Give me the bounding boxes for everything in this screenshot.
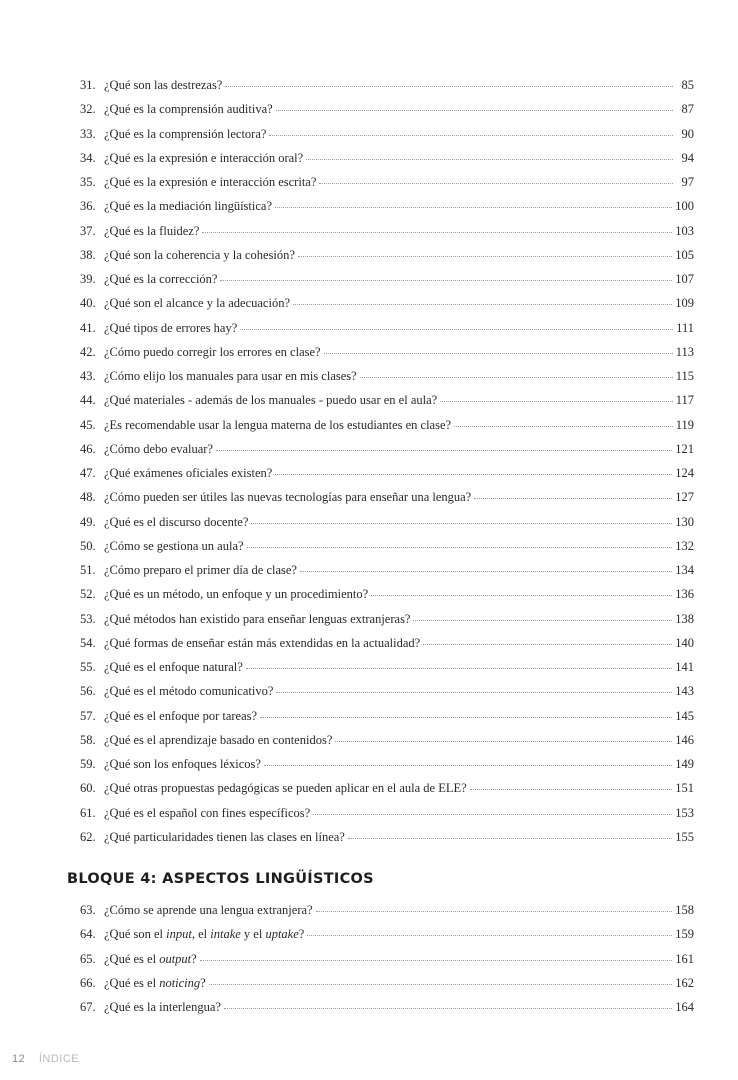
toc-list-part-1 — [80, 73, 694, 849]
entry-title-fragment: ¿Qué es el — [104, 951, 160, 966]
entry-number: 50. — [80, 538, 96, 553]
toc-entry[interactable] — [80, 340, 694, 364]
entry-page-number: 100 — [675, 199, 694, 214]
dot-leader — [216, 449, 672, 451]
entry-title: ¿Qué formas de enseñar están más extendidas en la actualidad? — [104, 635, 421, 650]
toc-entry[interactable] — [80, 971, 694, 995]
entry-number: 41. — [80, 320, 96, 335]
entry-title: ¿Qué son el alcance y la adecuación? — [104, 296, 291, 311]
dot-leader — [307, 934, 672, 936]
entry-number: 36. — [80, 199, 96, 214]
toc-entry[interactable] — [80, 267, 694, 291]
entry-number: 54. — [80, 635, 96, 650]
entry-title: ¿Qué tipos de errores hay? — [104, 320, 238, 335]
entry-number: 61. — [80, 805, 96, 820]
entry-number: 33. — [80, 126, 96, 141]
entry-number: 42. — [80, 344, 96, 359]
entry-title: ¿Qué es la interlengua? — [104, 1000, 221, 1014]
entry-page-number: 117 — [675, 393, 694, 408]
entry-title: ¿Qué son los enfoques léxicos? — [104, 757, 261, 771]
entry-page-number: 85 — [681, 78, 694, 92]
entry-title: ¿Qué particularidades tienen las clases en línea? — [104, 829, 345, 844]
entry-number: 40. — [80, 296, 96, 311]
entry-number: 47. — [80, 466, 96, 480]
toc-entry[interactable] — [80, 776, 694, 800]
entry-number: 35. — [80, 175, 96, 189]
entry-page-number: 113 — [675, 344, 694, 359]
dot-leader — [324, 352, 673, 354]
entry-title: ¿Qué es la expresión e interacción oral? — [104, 150, 304, 165]
entry-title — [104, 947, 197, 971]
entry-page-number: 111 — [676, 320, 694, 335]
dot-leader — [319, 182, 673, 184]
entry-number: 67. — [80, 1000, 96, 1014]
entry-title: ¿Cómo preparo el primer día de clase? — [104, 563, 297, 577]
dot-leader — [360, 376, 673, 378]
toc-entry[interactable] — [80, 122, 694, 146]
entry-title-fragment: ? — [298, 927, 305, 942]
entry-number: 65. — [80, 951, 96, 966]
entry-number: 62. — [80, 829, 96, 844]
dot-leader — [275, 206, 672, 208]
entry-number: 60. — [80, 781, 96, 796]
toc-entry[interactable] — [80, 582, 694, 606]
entry-number: 31. — [80, 78, 96, 92]
entry-number: 56. — [80, 684, 96, 699]
entry-page-number: 87 — [681, 102, 694, 117]
dot-leader — [293, 303, 672, 305]
entry-title: ¿Cómo pueden ser útiles las nuevas tecnologías para enseñar una lengua? — [104, 490, 472, 505]
entry-page-number: 140 — [675, 635, 694, 650]
toc-entry[interactable] — [80, 388, 694, 412]
toc-entry[interactable] — [80, 194, 694, 218]
toc-entry[interactable] — [80, 704, 694, 728]
entry-page-number: 119 — [675, 417, 694, 432]
entry-title-italic-term: input — [166, 927, 192, 942]
entry-title: ¿Qué es la expresión e interacción escrita? — [104, 175, 317, 189]
toc-entry[interactable] — [80, 243, 694, 267]
dot-leader — [371, 594, 672, 596]
dot-leader — [246, 667, 672, 669]
entry-number: 38. — [80, 247, 96, 262]
dot-leader — [300, 570, 672, 572]
toc-entry[interactable] — [80, 437, 694, 461]
dot-leader — [316, 910, 673, 912]
entry-page-number: 162 — [675, 975, 694, 990]
entry-number: 66. — [80, 975, 96, 990]
toc-entry[interactable] — [80, 485, 694, 509]
toc-entry[interactable] — [80, 631, 694, 655]
toc-entry[interactable] — [80, 728, 694, 752]
entry-page-number: 105 — [675, 247, 694, 262]
entry-title: ¿Cómo elijo los manuales para usar en mis clases? — [104, 369, 357, 383]
entry-page-number: 124 — [675, 466, 694, 480]
entry-title: ¿Qué es la mediación lingüística? — [104, 199, 272, 214]
entry-number: 43. — [80, 369, 96, 383]
toc-entry[interactable] — [80, 73, 694, 97]
toc-entry[interactable] — [80, 510, 694, 534]
toc-entry[interactable] — [80, 219, 694, 243]
entry-page-number: 141 — [675, 660, 694, 674]
toc-entry[interactable] — [80, 97, 694, 121]
entry-page-number: 158 — [675, 903, 694, 917]
toc-entry[interactable] — [80, 801, 694, 825]
entry-title: ¿Qué es un método, un enfoque y un procedimiento? — [104, 587, 369, 602]
dot-leader — [348, 837, 672, 839]
dot-leader — [247, 546, 673, 548]
dot-leader — [313, 813, 672, 815]
dot-leader — [440, 400, 673, 402]
entry-page-number: 136 — [675, 587, 694, 602]
dot-leader — [240, 328, 673, 330]
toc-entry[interactable] — [80, 364, 694, 388]
entry-title-fragment: ¿Qué son el — [104, 927, 167, 942]
entry-page-number: 143 — [675, 684, 694, 699]
entry-number: 48. — [80, 490, 96, 505]
entry-title: ¿Cómo se aprende una lengua extranjera? — [104, 903, 313, 917]
entry-title: ¿Qué es la comprensión lectora? — [104, 126, 267, 141]
dot-leader — [276, 691, 672, 693]
entry-page-number: 127 — [675, 490, 694, 505]
entry-title: ¿Qué son las destrezas? — [104, 78, 223, 92]
entry-title-fragment: , el — [191, 927, 211, 942]
entry-number: 44. — [80, 393, 96, 408]
toc-entry[interactable] — [80, 922, 694, 946]
entry-title: ¿Qué exámenes oficiales existen? — [104, 466, 273, 480]
entry-number: 45. — [80, 417, 96, 432]
entry-page-number: 90 — [681, 126, 694, 141]
entry-title-fragment: y el — [240, 927, 266, 942]
entry-page-number: 145 — [675, 708, 694, 723]
entry-page-number: 146 — [675, 732, 694, 747]
entry-number: 55. — [80, 660, 96, 674]
entry-title: ¿Qué son la coherencia y la cohesión? — [104, 247, 295, 262]
entry-number: 37. — [80, 223, 96, 238]
entry-page-number: 134 — [675, 563, 694, 577]
entry-title: ¿Qué es la corrección? — [104, 272, 218, 286]
toc-entry[interactable] — [80, 461, 694, 485]
entry-page-number: 115 — [675, 369, 694, 383]
entry-title: ¿Cómo se gestiona un aula? — [104, 538, 244, 553]
entry-number: 32. — [80, 102, 96, 117]
entry-number: 58. — [80, 732, 96, 747]
entry-number: 64. — [80, 927, 96, 942]
dot-leader — [413, 619, 672, 621]
footer-label: ÍNDICE — [38, 1053, 80, 1065]
entry-title: ¿Qué es el enfoque por tareas? — [104, 708, 258, 723]
entry-page-number: 149 — [675, 757, 694, 771]
dot-leader — [454, 425, 673, 427]
entry-title: ¿Qué es la comprensión auditiva? — [104, 102, 273, 117]
dot-leader — [298, 255, 672, 257]
entry-title: ¿Cómo puedo corregir los errores en clase? — [104, 344, 321, 359]
entry-title: ¿Qué es el aprendizaje basado en contenidos? — [104, 732, 333, 747]
dot-leader — [474, 497, 672, 499]
entry-title: ¿Qué es el discurso docente? — [104, 514, 249, 529]
dot-leader — [200, 959, 673, 961]
toc-entry[interactable] — [80, 413, 694, 437]
dot-leader — [220, 279, 672, 281]
entry-number: 34. — [80, 150, 96, 165]
dot-leader — [275, 473, 672, 475]
dot-leader — [335, 740, 672, 742]
toc-entry[interactable] — [80, 607, 694, 631]
section-heading: BLOQUE 4: ASPECTOS LINGÜÍSTICOS — [67, 871, 374, 887]
entry-title-fragment: ? — [200, 975, 206, 990]
dot-leader — [264, 764, 672, 766]
entry-title-fragment: ¿Qué es el — [104, 975, 160, 990]
toc-entry[interactable] — [80, 947, 694, 971]
entry-page-number: 151 — [675, 781, 694, 796]
dot-leader — [269, 134, 673, 136]
entry-title-italic-term: intake — [210, 927, 241, 942]
entry-page-number: 97 — [681, 175, 694, 189]
toc-entry[interactable] — [80, 655, 694, 679]
entry-title: ¿Qué es el español con fines específicos? — [104, 805, 311, 820]
dot-leader — [251, 522, 672, 524]
entry-number: 59. — [80, 757, 96, 771]
dot-leader — [224, 1007, 672, 1009]
entry-page-number: 161 — [675, 951, 694, 966]
toc-entry[interactable] — [80, 316, 694, 340]
entry-page-number: 138 — [675, 611, 694, 626]
entry-title: ¿Qué es la fluidez? — [104, 223, 200, 238]
toc-entry[interactable] — [80, 291, 694, 315]
toc-entry[interactable] — [80, 825, 694, 849]
entry-page-number: 164 — [675, 1000, 694, 1014]
entry-title-fragment: ? — [191, 951, 197, 966]
toc-entry[interactable] — [80, 995, 694, 1019]
entry-title: ¿Qué otras propuestas pedagógicas se pueden aplicar en el aula de ELE? — [104, 781, 467, 796]
entry-number: 49. — [80, 514, 96, 529]
entry-page-number: 107 — [675, 272, 694, 286]
toc-entry[interactable] — [80, 146, 694, 170]
dot-leader — [260, 716, 672, 718]
entry-page-number: 132 — [675, 538, 694, 553]
entry-title: ¿Es recomendable usar la lengua materna de los estudiantes en clase? — [104, 417, 452, 432]
entry-page-number: 153 — [675, 805, 694, 820]
entry-page-number: 130 — [675, 514, 694, 529]
entry-title: ¿Qué materiales - además de los manuales - puedo usar en el aula? — [104, 393, 438, 408]
entry-page-number: 159 — [675, 927, 694, 942]
toc-entry[interactable] — [80, 679, 694, 703]
toc-entry[interactable] — [80, 534, 694, 558]
entry-number: 57. — [80, 708, 96, 723]
entry-title: ¿Qué es el enfoque natural? — [104, 660, 243, 674]
page-footer — [12, 1053, 79, 1065]
entry-title-italic-term: uptake — [265, 927, 299, 942]
toc-list-part-2 — [80, 898, 694, 1019]
page-number: 12 — [12, 1053, 26, 1065]
dot-leader — [225, 85, 673, 87]
dot-leader — [470, 788, 673, 790]
toc-entry[interactable] — [80, 558, 694, 582]
dot-leader — [209, 983, 673, 985]
toc-entry[interactable] — [80, 752, 694, 776]
entry-title — [104, 922, 304, 946]
entry-page-number: 121 — [675, 441, 694, 456]
entry-number: 52. — [80, 587, 96, 602]
entry-page-number: 94 — [681, 150, 694, 165]
entry-title — [104, 971, 206, 995]
entry-number: 46. — [80, 441, 96, 456]
entry-number: 51. — [80, 563, 96, 577]
entry-title-italic-term: output — [159, 951, 192, 966]
entry-title: ¿Qué métodos han existido para enseñar lenguas extranjeras? — [104, 611, 411, 626]
entry-title: ¿Cómo debo evaluar? — [104, 441, 213, 456]
entry-number: 63. — [80, 903, 96, 917]
dot-leader — [306, 158, 673, 160]
entry-page-number: 103 — [675, 223, 694, 238]
dot-leader — [276, 109, 673, 111]
entry-page-number: 109 — [675, 296, 694, 311]
entry-title-italic-term: noticing — [159, 975, 201, 990]
dot-leader — [423, 643, 672, 645]
entry-number: 53. — [80, 611, 96, 626]
entry-page-number: 155 — [675, 829, 694, 844]
toc-entry[interactable] — [80, 170, 694, 194]
entry-number: 39. — [80, 272, 96, 286]
toc-entry[interactable] — [80, 898, 694, 922]
entry-title: ¿Qué es el método comunicativo? — [104, 684, 274, 699]
dot-leader — [202, 231, 672, 233]
